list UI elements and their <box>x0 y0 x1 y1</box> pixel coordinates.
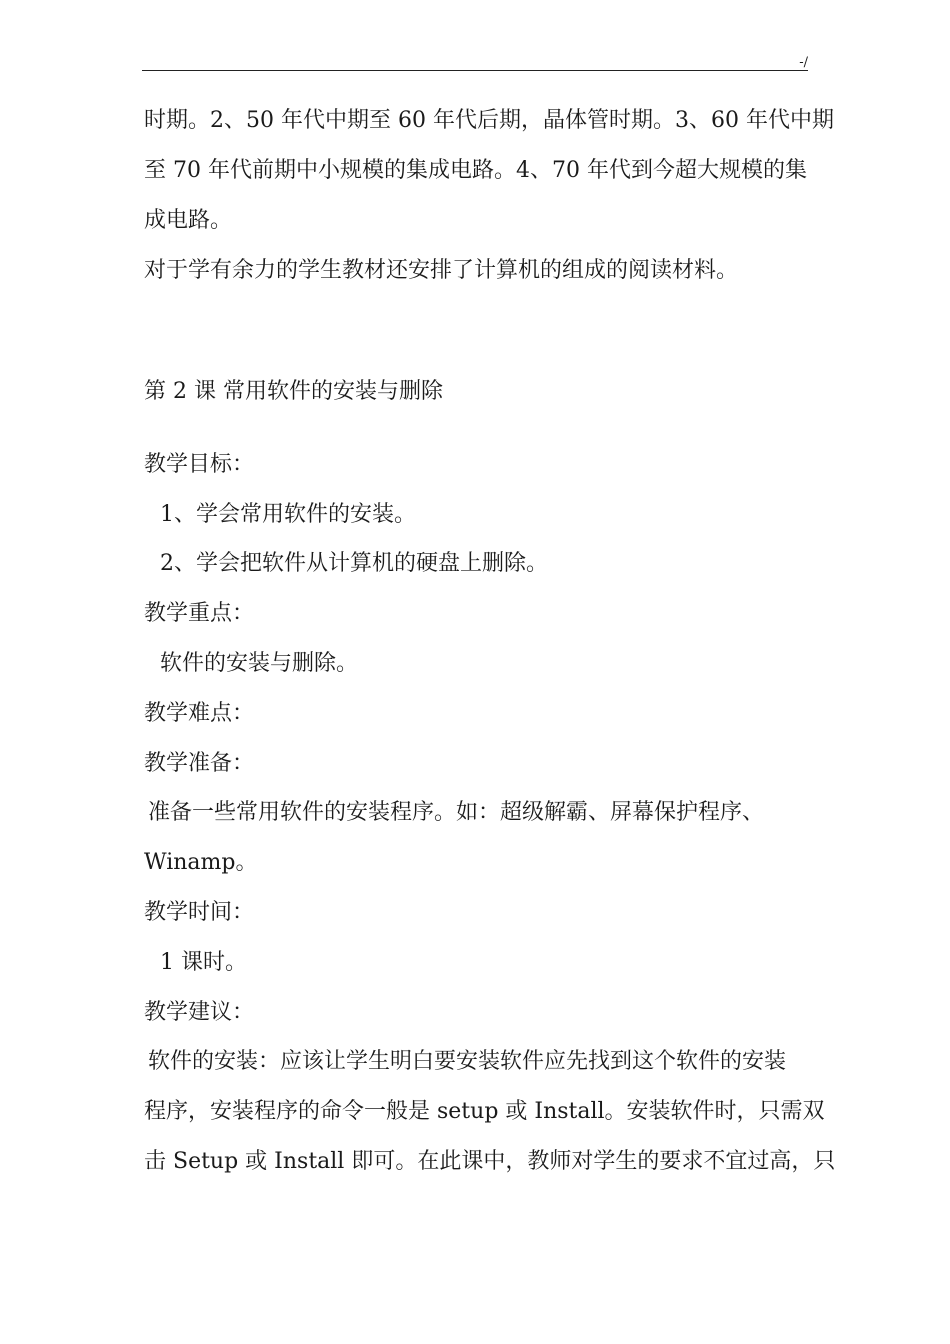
objectives-label: 教学目标： <box>144 452 255 477</box>
objective-item: 2、学会把软件从计算机的硬盘上删除。 <box>160 551 548 576</box>
time-label: 教学时间： <box>144 900 255 925</box>
lesson-title: 第 2 课 常用软件的安装与删除 <box>144 379 443 404</box>
preparation-text: 准备一些常用软件的安装程序。如：超级解霸、屏幕保护程序、 <box>148 800 765 825</box>
difficulties-label: 教学难点： <box>144 701 255 726</box>
suggestion-text: 软件的安装：应该让学生明白要安装软件应先找到这个软件的安装 <box>148 1049 787 1074</box>
header-mark: -/ <box>799 55 808 70</box>
suggestion-text: 击 Setup 或 Install 即可。在此课中，教师对学生的要求不宜过高，只 <box>144 1149 836 1174</box>
paragraph-line: 对于学有余力的学生教材还安排了计算机的组成的阅读材料。 <box>144 258 739 283</box>
suggestion-label: 教学建议： <box>144 1000 255 1025</box>
time-text: 1 课时。 <box>160 950 247 975</box>
objective-item: 1、学会常用软件的安装。 <box>160 502 416 527</box>
suggestion-text: 程序，安装程序的命令一般是 setup 或 Install。安装软件时，只需双 <box>144 1099 825 1124</box>
preparation-label: 教学准备： <box>144 751 255 776</box>
header-rule <box>142 70 808 71</box>
paragraph-line: 时期。2、50 年代中期至 60 年代后期，晶体管时期。3、60 年代中期 <box>144 108 834 133</box>
key-points-label: 教学重点： <box>144 601 255 626</box>
preparation-text: Winamp。 <box>144 850 258 875</box>
paragraph-line: 至 70 年代前期中小规模的集成电路。4、70 年代到今超大规模的集 <box>144 158 807 183</box>
key-points-text: 软件的安装与删除。 <box>160 651 359 676</box>
paragraph-line: 成电路。 <box>144 208 233 233</box>
